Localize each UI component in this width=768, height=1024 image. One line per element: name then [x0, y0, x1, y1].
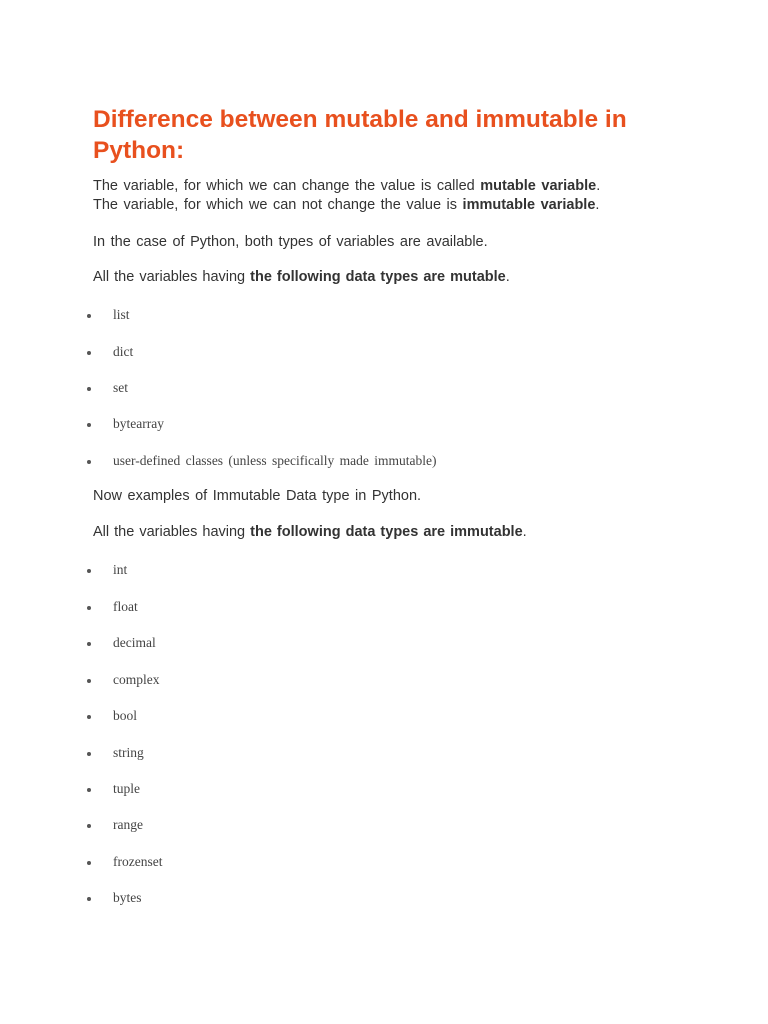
bullet-icon: [87, 715, 91, 719]
mutable-lead-text: All the variables having: [93, 269, 251, 285]
page-title: Difference between mutable and immutable in Python:: [93, 106, 627, 164]
bullet-icon: [87, 351, 91, 355]
immutable-lead-paragraph: [93, 523, 527, 542]
list-item: [0, 780, 600, 800]
list-item-label: tuple: [113, 781, 140, 796]
list-item: [0, 343, 600, 363]
list-item: [0, 853, 600, 873]
list-item-label: int: [113, 562, 128, 577]
bullet-icon: [87, 824, 91, 828]
bullet-icon: [87, 679, 91, 683]
list-item-label: frozenset: [113, 854, 163, 869]
list-item: [0, 707, 600, 727]
list-item-label: bytes: [113, 890, 142, 905]
intro-line1-end: .: [596, 178, 601, 194]
list-item-label: range: [113, 817, 143, 832]
list-item: [0, 634, 600, 654]
bullet-icon: [87, 861, 91, 865]
list-item: [0, 306, 600, 326]
list-item-label: decimal: [113, 635, 156, 650]
immutable-lead-end: .: [522, 524, 527, 540]
bullet-icon: [87, 387, 91, 391]
intro-line2-end: .: [595, 197, 600, 213]
list-item-label: float: [113, 599, 138, 614]
mutable-lead-bold: the following data types are mutable: [250, 269, 506, 285]
bullet-icon: [87, 897, 91, 901]
immutable-lead-bold: the following data types are immutable: [250, 524, 523, 540]
list-item-label: list: [113, 307, 130, 322]
list-item: [0, 889, 600, 909]
list-item: [0, 671, 600, 691]
examples-paragraph: Now examples of Immutable Data type in Python.: [93, 488, 422, 504]
list-item-label: dict: [113, 344, 134, 359]
list-item-label: complex: [113, 672, 160, 687]
bullet-icon: [87, 606, 91, 610]
bullet-icon: [87, 569, 91, 573]
bullet-icon: [87, 314, 91, 318]
mutable-lead-end: .: [505, 269, 510, 285]
mutable-lead-paragraph: [93, 268, 510, 287]
list-item: [0, 598, 600, 618]
bullet-icon: [87, 642, 91, 646]
list-item-label: string: [113, 745, 144, 760]
list-item-label: bool: [113, 708, 138, 723]
mutable-variable-term: mutable variable: [480, 178, 597, 194]
list-item: [0, 561, 600, 581]
case-paragraph: In the case of Python, both types of variables are available.: [93, 234, 488, 250]
immutable-lead-text: All the variables having: [93, 524, 251, 540]
list-item-label: bytearray: [113, 416, 164, 431]
bullet-icon: [87, 788, 91, 792]
intro-line2-text: The variable, for which we can not change the value is: [93, 197, 463, 213]
list-item: [0, 415, 600, 435]
list-item-label: set: [113, 380, 128, 395]
intro-line1-text: The variable, for which we can change the value is called: [93, 178, 481, 194]
list-item: [0, 744, 600, 764]
list-item: [0, 379, 600, 399]
bullet-icon: [87, 423, 91, 427]
bullet-icon: [87, 460, 91, 464]
list-item: [0, 452, 600, 472]
list-item: [0, 816, 600, 836]
list-item-label: user-defined classes (unless specifically made immutable): [113, 453, 437, 468]
intro-paragraph: [93, 177, 600, 215]
bullet-icon: [87, 752, 91, 756]
immutable-variable-term: immutable variable: [462, 197, 596, 213]
